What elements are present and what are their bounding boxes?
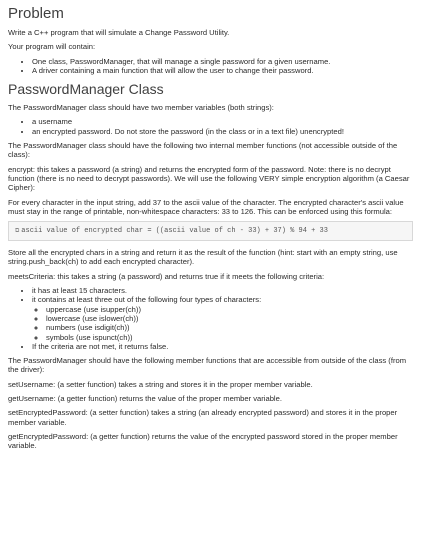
list-item: • One class, PasswordManager, that will manage a single password for a given username. xyxy=(32,57,413,66)
list-item: • it has at least 15 characters. xyxy=(32,286,413,295)
copy-icon[interactable]: ⧉ xyxy=(15,227,20,235)
get-username-text: getUsername: (a getter function) returns the value of the proper member variable. xyxy=(8,394,282,404)
formula-code-block xyxy=(8,221,413,241)
class-heading: PasswordManager Class xyxy=(8,81,164,98)
list-item: ◦ numbers (use isdigit(ch)) xyxy=(46,323,413,332)
contains-list xyxy=(8,57,413,76)
encrypt-text: encrypt: this takes a password (a string) and returns the encrypted form of the password. Note: there is no decrypt function (there is no need to decrypt passwords). We will use the following VERY simple encryption algorithm (a Caesar Cipher): xyxy=(8,164,410,193)
list-item: • a username xyxy=(32,117,413,126)
contains-text: Your program will contain: xyxy=(8,42,96,52)
char-types-list xyxy=(32,305,413,342)
list-item: • If the criteria are not met, it returns false. xyxy=(32,342,413,351)
list-item: ◦ uppercase (use isupper(ch)) xyxy=(46,305,413,314)
list-item: ◦ symbols (use ispunct(ch)) xyxy=(46,333,413,342)
members-list xyxy=(8,117,413,136)
internal-intro: The PasswordManager class should have the following two internal member functions (not accessible outside of the class): xyxy=(8,141,398,160)
set-username-text: setUsername: (a setter function) takes a string and stores it in the proper member variable. xyxy=(8,379,313,389)
list-item: ◦ lowercase (use islower(ch)) xyxy=(46,314,413,323)
list-item: • A driver containing a main function that will allow the user to change their password. xyxy=(32,66,413,75)
criteria-list xyxy=(8,286,413,351)
set-encrypted-text: setEncryptedPassword: (a setter function) takes a string (an already encrypted password) and stores it in the proper member variable. xyxy=(8,408,398,427)
store-text: Store all the encrypted chars in a string and return it as the result of the function (hint: start with an empty string, use string.push_back(ch) to add each encrypted character). xyxy=(8,248,398,267)
public-intro: The PasswordManager should have the following member functions that are accessible from outside of the class (from the driver): xyxy=(8,356,407,375)
criteria-text: it contains at least three out of the following four types of characters: xyxy=(32,295,262,305)
members-intro: The PasswordManager class should have two member variables (both strings): xyxy=(8,103,274,113)
intro-text: Write a C++ program that will simulate a Change Password Utility. xyxy=(8,28,230,37)
problem-heading: Problem xyxy=(8,5,64,22)
document-page xyxy=(0,5,421,451)
formula-text: ascii value of encrypted char = ((ascii value of ch - 33) + 37) % 94 + 33 xyxy=(21,227,328,236)
criteria-intro: meetsCriteria: this takes a string (a password) and returns true if it meets the following criteria: xyxy=(8,271,325,281)
rule-text: For every character in the input string, add 37 to the ascii value of the character. The encrypted character's ascii value must stay in the range of printable, non-whitespace characters: 33 to 126. This can be enforced using this formula: xyxy=(8,197,404,216)
list-item xyxy=(32,295,413,341)
get-encrypted-text: getEncryptedPassword: (a getter function) returns the value of the encrypted password stored in the proper member variable. xyxy=(8,431,398,451)
list-item: • an encrypted password. Do not store the password (in the class or in a text file) unencrypted! xyxy=(32,127,413,136)
